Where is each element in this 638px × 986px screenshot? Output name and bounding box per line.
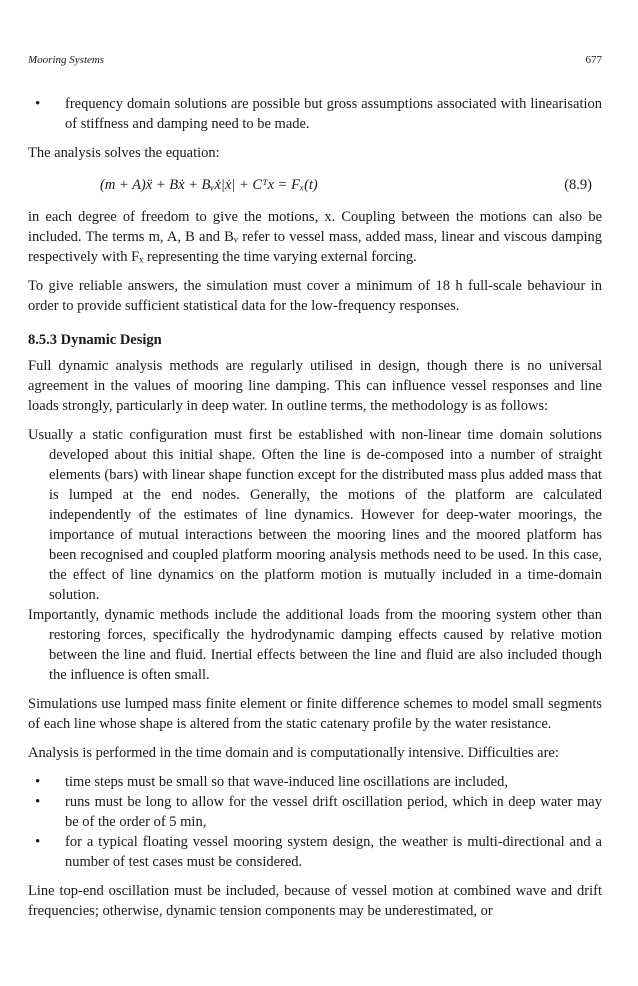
bullet-dot: • — [35, 794, 41, 810]
running-head — [28, 54, 602, 70]
paragraph-dynamic-analysis: Full dynamic analysis methods are regularly utilised in design, though there is no universal agreement in the values of mooring line damping. This can influence vessel responses and line loads strongly, particularly in deep water. In outline terms, the methodology is as follows: — [28, 358, 602, 414]
paragraph-usually-static: Usually a static configuration must first be established with non-linear time domain solutions developed about this initial shape. Often the line is de-composed into a number of straight elements (bars) with linear shape function except for the distributed mass plus added mass that is lumped at the end nodes. Generally, the motions of the platform are calculated independently of the estimates of line dynamics. However for deep-water moorings, the importance of mutual interactions between the mooring lines and the moored platform has been recognised and coupled platform mooring analysis methods need to be used. In this case, the effect of line dynamics on the platform motion is mutually included in a time-domain solution. — [28, 427, 602, 603]
difficulty-item — [28, 772, 602, 792]
paragraph-importantly: Importantly, dynamic methods include the additional loads from the mooring system other than restoring forces, specifically the hydrodynamic damping effects caused by relative motion between the line and fluid. Inertial effects between the line and fluid are also included though the influence is often small. — [28, 607, 602, 683]
paragraph-simulations: Simulations use lumped mass finite element or finite difference schemes to model small segments of each line whose shape is altered from the static catenary profile by the water resistance. — [28, 696, 602, 732]
equation-text: (m + A)ẍ + Bẋ + Bᵥẋ|ẋ| + Cᵀx = Fₓ(t) — [100, 177, 318, 193]
running-head-title: Mooring Systems — [28, 54, 105, 66]
bullet-dot: • — [35, 774, 41, 790]
paragraph-analysis: Analysis is performed in the time domain and is computationally intensive. Difficulties are: — [28, 745, 559, 761]
equation-number: (8.9) — [564, 177, 592, 193]
page-number: 677 — [585, 54, 602, 66]
bullet-text: frequency domain solutions are possible but gross assumptions associated with linearisation of stiffness and damping need to be made. — [65, 96, 602, 132]
equation-8-9 — [28, 175, 602, 195]
difficulty-text: runs must be long to allow for the vessel drift oscillation period, which in deep water may be of the order of 5 min, — [65, 794, 602, 830]
bullet-dot: • — [35, 96, 41, 112]
equation-intro: The analysis solves the equation: — [28, 145, 220, 161]
paragraph-line-top-end: Line top-end oscillation must be included, because of vessel motion at combined wave and drift frequencies; otherwise, dynamic tension components may be underestimated, or — [28, 883, 602, 919]
page-body — [28, 94, 602, 921]
difficulty-text: time steps must be small so that wave-induced line oscillations are included, — [65, 774, 508, 790]
difficulty-item — [28, 832, 602, 872]
difficulty-text: for a typical floating vessel mooring system design, the weather is multi-directional and a number of test cases must be considered. — [65, 834, 602, 870]
bullet-frequency-domain — [28, 94, 602, 134]
section-heading: 8.5.3 Dynamic Design — [28, 332, 162, 348]
paragraph-after-equation: in each degree of freedom to give the motions, x. Coupling between the motions can also be included. The terms m, A, B and Bᵥ refer to vessel mass, added mass, linear and viscous damping respectively with Fₓ representing the time varying external forcing. — [28, 209, 602, 265]
difficulty-item — [28, 792, 602, 832]
bullet-dot: • — [35, 834, 41, 850]
paragraph-reliable-answers: To give reliable answers, the simulation must cover a minimum of 18 h full-scale behaviour in order to provide sufficient statistical data for the low-frequency responses. — [28, 278, 602, 314]
